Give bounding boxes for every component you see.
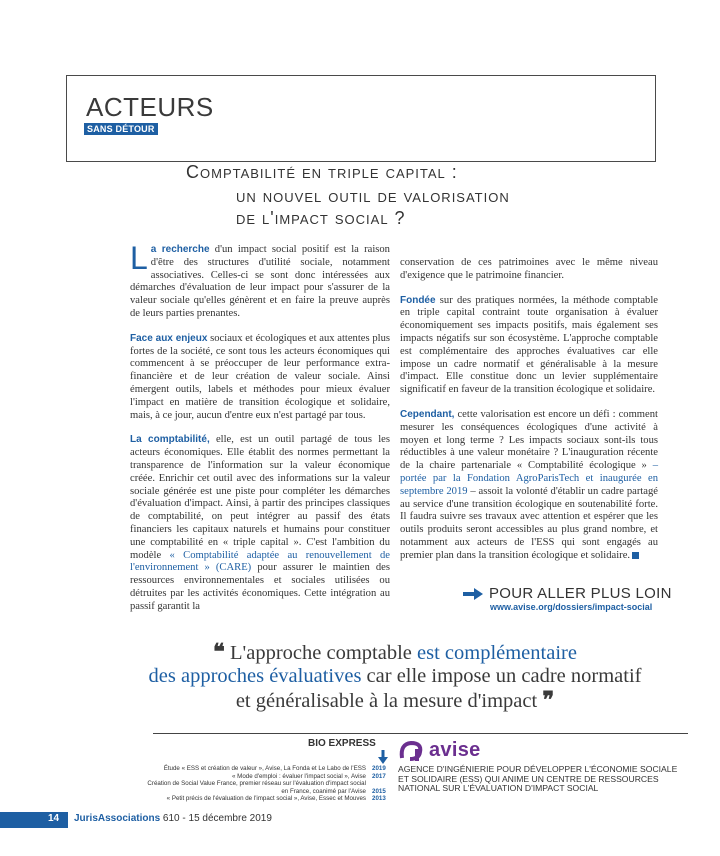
paragraph-lead: Fondée	[400, 294, 436, 306]
section-title: ACTEURS	[86, 92, 214, 122]
section-subtitle-badge: SANS DÉTOUR	[84, 123, 158, 135]
avise-logo	[398, 739, 481, 762]
paragraph-text: d'un impact social positif est la raison d'être des structures d'utilité sociale, notamment associatives. Celles-ci se sont donc intéressées aux démarches d'évaluation de leur impact pour s'assurer de la valeur sociale qu'elles génèrent et en faire la preuve auprès de leurs parties prenantes.	[130, 244, 390, 319]
article-column-right	[400, 257, 658, 575]
quote-text: et généralisable à la mesure d'impact	[235, 690, 543, 712]
quote-text: car elle impose un cadre normatif	[361, 665, 642, 687]
close-quote-icon: ❞	[542, 687, 555, 712]
go-further-link[interactable]: www.avise.org/dossiers/impact-social	[490, 602, 653, 612]
bio-item: Étude « ESS et création de valeur », Avise, La Fonda et Le Labo de l'ESS 2019	[163, 765, 386, 772]
magazine-name: JurisAssociations	[74, 813, 161, 824]
paragraph-comptabilite	[130, 434, 390, 613]
paragraph-text: conservation de ces patrimoines avec le même niveau d'exigence que le patrimoine financier.	[400, 257, 658, 281]
drop-cap: L	[130, 240, 148, 276]
bio-item: en France, coanimé par l'Avise 2015	[281, 787, 386, 795]
paragraph-text: – assoit la volonté d'établir un cadre partagé au service d'une transition écologique en soutenabilité forte. Il faudra suivre ses travaux avec attention et espérer que les outils produits seront accessibles au plus grand nombre, et notamment aux acteurs de l'ESS qui sont engagés au premier plan dans la transition écologique et solidaire.	[400, 485, 659, 561]
divider	[153, 733, 688, 734]
paragraph-continuation	[400, 257, 658, 283]
paragraph-cependant	[400, 409, 658, 563]
paragraph-text: sur des pratiques normées, la méthode comptable en triple capital contraint toute organisation à évaluer économiquement ses impacts positifs, mais également ses impacts négatifs sur son écosystème. L'approche comptable est complémentaire des approches évaluatives car elle impose un cadre normatif et généralisable à la mesure d'impact. Elle constitue donc un levier supplémentaire significatif en faveur de la transition écologique et solidaire.	[400, 294, 658, 396]
paragraph-lead: Cependant,	[400, 408, 455, 420]
page-number: 14	[48, 813, 60, 824]
quote-highlight: des approches évaluatives	[148, 665, 362, 687]
paragraph-text: sociaux et écologiques et aux attentes plus fortes de la société, ce sont tous les acteurs économiques qui commencent à se préoccuper de leur performance extra-financière et de leur création de valeur sociale. Ainsi émergent outils, labels et méthodes pour mieux évaluer l'impact en matière de transition écologique et solidaire, mais, à ce jour, aucun d'entre eux n'est partagé par tous.	[130, 332, 390, 421]
bio-express-title: BIO EXPRESS	[308, 738, 376, 749]
quote-text: L'approche comptable	[224, 642, 417, 664]
article-title-line-3: de l'impact social ?	[236, 208, 406, 228]
bio-item: « Petit précis de l'évaluation de l'impact social », Avise, Essec et Mouves 2013	[166, 795, 386, 803]
footer-publication	[74, 813, 272, 824]
go-further-heading	[463, 585, 672, 602]
arrow-down-icon	[378, 750, 388, 764]
bio-item: « Mode d'emploi : évaluer l'impact social », Avise 2017	[232, 772, 386, 780]
paragraph-fondee	[400, 295, 658, 397]
bio-item: Création de Social Value France, premier réseau sur l'évaluation d'impact social	[147, 780, 366, 788]
care-reference: « Comptabilité adaptée au renouvellement de l'environnement » (CARE)	[130, 549, 390, 574]
arrow-right-icon	[463, 588, 483, 600]
article-title-line-1: Comptabilité en triple capital :	[186, 162, 458, 182]
go-further-label: POUR ALLER PLUS LOIN	[489, 585, 672, 602]
quote-highlight: est complémentaire	[417, 642, 577, 664]
paragraph-lead: La comptabilité,	[130, 434, 210, 446]
paragraph-intro	[130, 240, 390, 321]
paragraph-text: pour assurer le maintien des ressources environnementales et sociales utilisées ou détruites par les activités économiques. Cette intégration au passif garantit la	[130, 562, 391, 612]
paragraph-lead: Face aux enjeux	[130, 332, 208, 344]
chair-reference: – portée par la Fondation AgroParisTech et inaugurée en septembre 2019	[400, 460, 658, 497]
avise-description: AGENCE D'INGÉNIERIE POUR DÉVELOPPER L'ÉCONOMIE SOCIALE ET SOLIDAIRE (ESS) QUI ANIME UN CENTRE DE RESSOURCES NATIONAL SUR L'ÉVALUATION D'IMPACT SOCIAL	[398, 764, 678, 794]
pull-quote	[110, 640, 680, 713]
avise-logo-icon	[398, 740, 424, 762]
paragraph-lead: a recherche	[150, 244, 210, 255]
end-mark-icon	[632, 552, 639, 559]
article-title-line-2: un nouvel outil de valorisation	[236, 186, 510, 206]
article-column-left	[130, 240, 391, 626]
open-quote-icon: ❝	[213, 639, 225, 664]
issue-info: 610 - 15 décembre 2019	[160, 813, 272, 824]
avise-brand-name: avise	[429, 739, 481, 761]
paragraph-text: elle, est un outil partagé de tous les acteurs économiques. Elle établit des normes permettant la transparence de l'information sur la valeur économique créée. Enrichir cet outil avec des informations sur la valeur sociale générée est une piste pour compléter les démarches d'évaluation d'impact. Ainsi, à partir des principes classiques de comptabilité, on peut intégrer au passif des états financiers les capitaux naturels et humains pour constituer une comptabilité en « triple capital ». C'est l'ambition du modèle	[130, 434, 390, 561]
paragraph-enjeux	[130, 333, 390, 423]
bio-express-list	[100, 765, 390, 803]
paragraph-text: cette valorisation est encore un défi : comment mesurer les conséquences écologiques d'une activité à moyen et long terme ? Les impacts sociaux sont-ils tous réductibles à une valeur monétaire ? L'inauguration récente de la chaire partenariale « Comptabilité écologique »	[400, 408, 658, 472]
